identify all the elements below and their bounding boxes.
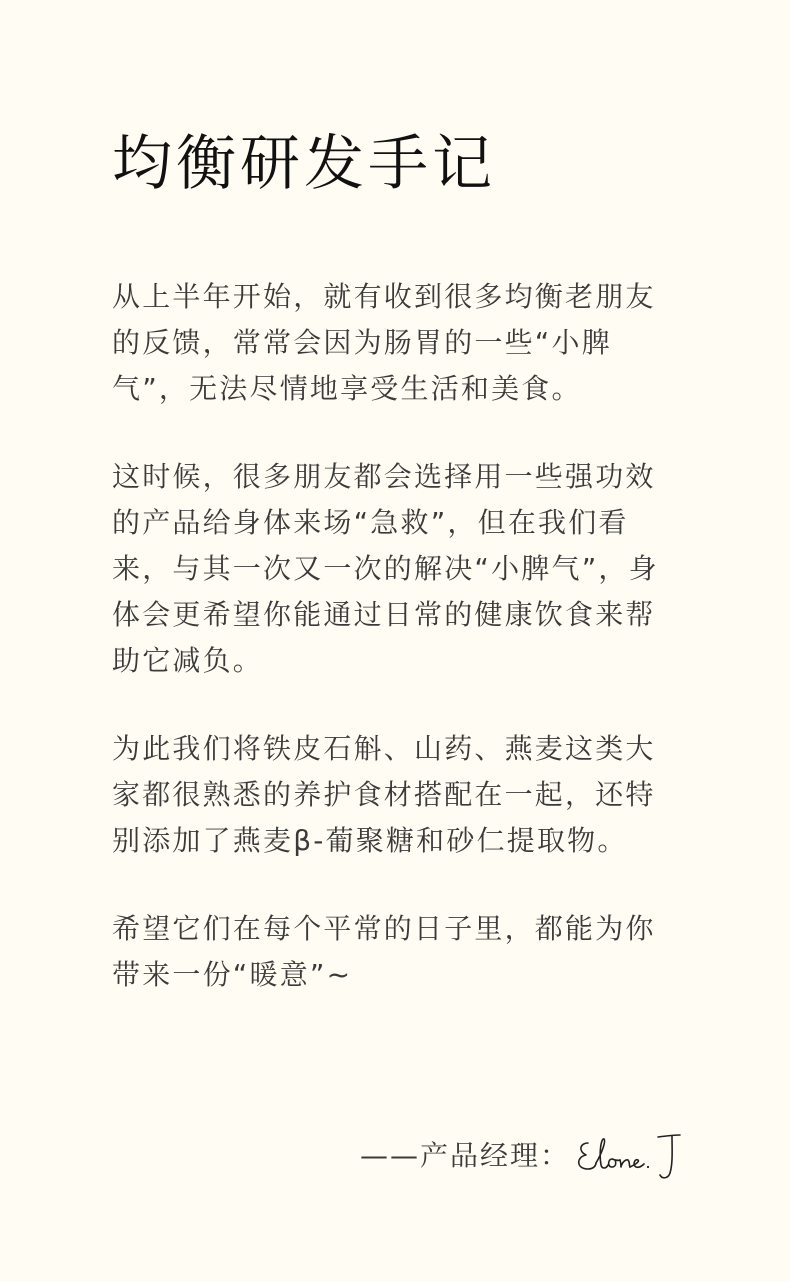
article-body — [112, 274, 680, 998]
paragraph-3: 为此我们将铁皮石斛、山药、燕麦这类大家都很熟悉的养护食材搭配在一起，还特别添加了燕麦β-葡聚糖和砂仁提取物。 — [112, 732, 656, 857]
signature-line — [360, 1126, 700, 1186]
article-title: 均衡研发手记 — [112, 129, 496, 199]
signature-prefix: ——产品经理： — [360, 1139, 571, 1172]
paragraph-1: 从上半年开始，就有收到很多均衡老朋友的反馈，常常会因为肠胃的一些“小脾气”，无法尽情地享受生活和美食。 — [112, 280, 656, 405]
paragraph-4: 希望它们在每个平常的日子里，都能为你带来一份“暖意”~ — [112, 912, 656, 991]
paragraph-2: 这时候，很多朋友都会选择用一些强功效的产品给身体来场“急救”，但在我们看来，与其一次又一次的解决“小脾气”，身体会更希望你能通过日常的健康饮食来帮助它减负。 — [112, 460, 659, 677]
handwritten-signature-icon — [574, 1129, 694, 1183]
